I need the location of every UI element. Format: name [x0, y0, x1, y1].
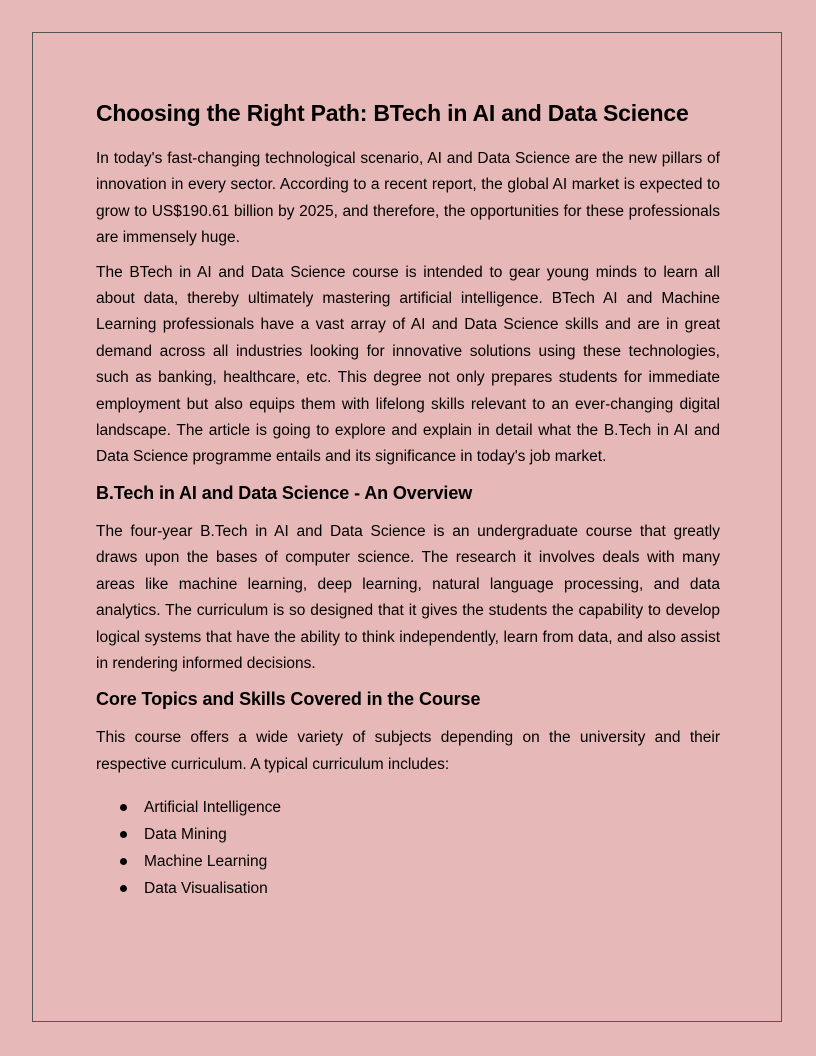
- bullet-icon: [120, 804, 127, 811]
- list-item-label: Artificial Intelligence: [144, 799, 281, 817]
- list-item: [144, 848, 720, 875]
- bullet-icon: [120, 858, 127, 865]
- core-topics-heading: Core Topics and Skills Covered in the Course: [96, 689, 481, 710]
- list-item-label: Machine Learning: [144, 853, 268, 871]
- list-item: [144, 821, 720, 848]
- intro-paragraph-1: In today's fast-changing technological scenario, AI and Data Science are the new pillars of innovation in every sector. According to a recent report, the global AI market is expected to grow to US$190.61 billion by 2025, and therefore, the opportunities for these professionals are immensely huge.: [96, 150, 720, 247]
- list-item-label: Data Mining: [144, 826, 227, 844]
- page-title: Choosing the Right Path: BTech in AI and Data Science: [96, 100, 689, 126]
- core-topics-paragraph: This course offers a wide variety of subjects depending on the university and their respective curriculum. A typical curriculum includes:: [96, 729, 720, 773]
- intro-paragraph-2: The BTech in AI and Data Science course is intended to gear young minds to learn all about data, thereby ultimately mastering artificial intelligence. BTech AI and Machine Learning professionals have a vast array of AI and Data Science skills and are in great demand across all industries looking for innovative solutions using these technologies, such as banking, healthcare, etc. This degree not only prepares students for immediate employment but also equips them with lifelong skills relevant to an ever-changing digital landscape. The article is going to explore and explain in detail what the B.Tech in AI and Data Science programme entails and its significance in today's job market.: [96, 263, 720, 466]
- bullet-icon: [120, 831, 127, 838]
- curriculum-list: [96, 794, 720, 902]
- overview-paragraph: The four-year B.Tech in AI and Data Science is an undergraduate course that greatly draws upon the bases of computer science. The research it involves deals with many areas like machine learning, deep learning, natural language processing, and data analytics. The curriculum is so designed that it gives the students the capability to develop logical systems that have the ability to think independently, learn from data, and also assist in rendering informed decisions.: [96, 522, 720, 672]
- list-item: [144, 794, 720, 821]
- list-item-label: Data Visualisation: [144, 880, 268, 898]
- overview-heading: B.Tech in AI and Data Science - An Overview: [96, 482, 473, 503]
- bullet-icon: [120, 885, 127, 892]
- document-body: [96, 96, 720, 902]
- list-item: [144, 875, 720, 902]
